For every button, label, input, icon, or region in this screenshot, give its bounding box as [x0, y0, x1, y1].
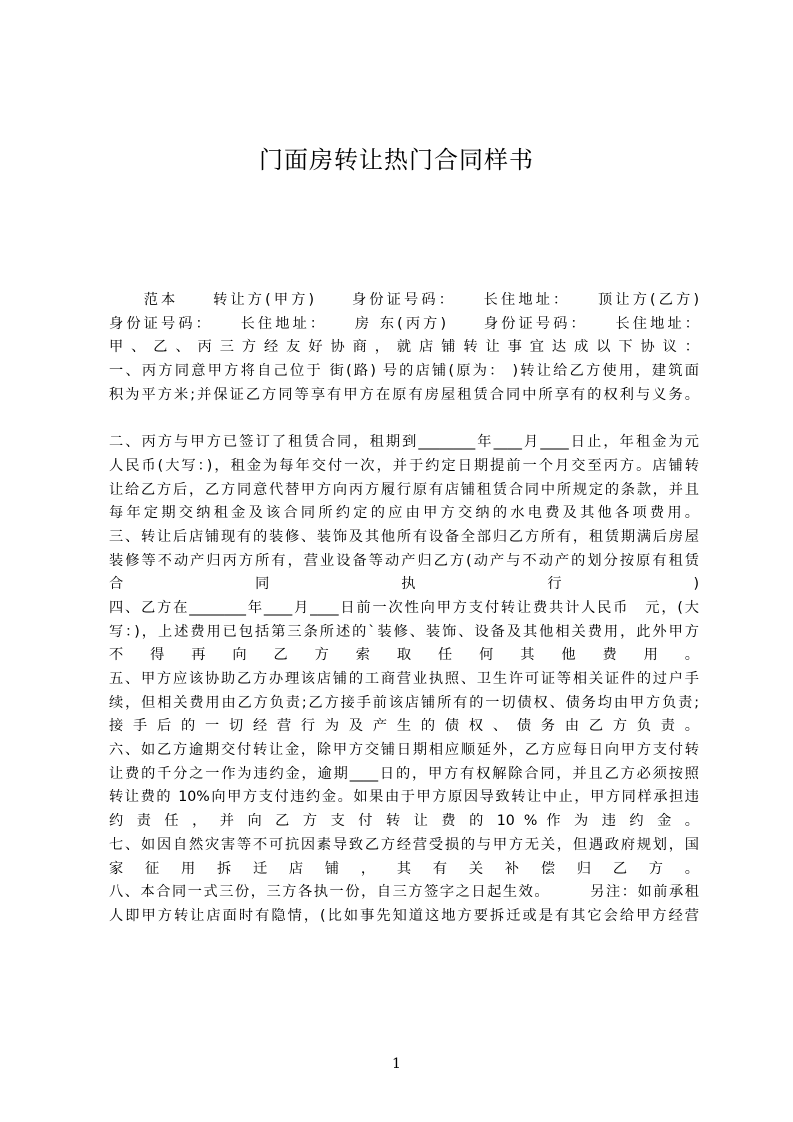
text-line: 二、丙方与甲方已签订了租赁合同，租期到________年____月____日止，年租金为元 — [109, 434, 699, 451]
page-number: 1 — [392, 1056, 401, 1072]
text-line: 一、丙方同意甲方将自己位于 街(路) 号的店铺(原为： )转让给乙方使用，建筑面 — [109, 363, 699, 380]
text-line: 家 征 用 拆 迁 店 铺 ， 其 有 关 补 偿 归 乙 方 。 — [109, 860, 699, 877]
text-line: 写：)，上述费用已包括第三条所述的`装修、装饰、设备及其他相关费用，此外甲方 — [109, 623, 699, 640]
text-line: 六、如乙方逾期交付转让金，除甲方交铺日期相应顺延外，乙方应每日向甲方支付转 — [109, 742, 699, 759]
text-line: 五、甲方应该协助乙方办理该店铺的工商营业执照、卫生许可证等相关证件的过户手 — [109, 671, 699, 687]
text-line: 续，但相关费用由乙方负责;乙方接手前该店铺所有的一切债权、债务均由甲方负责; — [109, 694, 699, 711]
text-line: 人即甲方转让店面时有隐情，(比如事先知道这地方要拆迁或是有其它会给甲方经营 — [109, 907, 699, 924]
text-line: 合 同 执 行 ) — [109, 576, 699, 593]
text-line: 人民币(大写：)，租金为每年交付一次，并于约定日期提前一个月交至丙方。店铺转 — [109, 457, 699, 474]
text-line: 积为平方米;并保证乙方同等享有甲方在原有房屋租赁合同中所享有的权利与义务。 — [109, 386, 699, 403]
text-line: 让费的千分之一作为违约金，逾期____日的，甲方有权解除合同，并且乙方必须按照 — [109, 765, 699, 782]
text-line: 每年定期交纳租金及该合同所约定的应由甲方交纳的水电费及其他各项费用。 — [109, 505, 699, 522]
text-line: 转让费的 10%向甲方支付违约金。如果由于甲方原因导致转让中止，甲方同样承担违 — [109, 789, 699, 806]
text-line: 八、本合同一式三份，三方各执一份，自三方签字之日起生效。 另注：如前承租 — [109, 884, 699, 901]
text-line: 不 得 再 向 乙 方 索 取 任 何 其 他 费 用 。 — [109, 647, 699, 664]
text-line: 甲 、 乙 、 丙 三 方 经 友 好 协 商 ， 就 店 铺 转 让 事 宜 达 成 以 下 协 议 ： — [109, 339, 699, 356]
text-line: 三、转让后店铺现有的装修、装饰及其他所有设备全部归乙方所有，租赁期满后房屋 — [109, 528, 699, 545]
text-line: 接 手 后 的 一 切 经 营 行 为 及 产 生 的 债 权 、 债 务 由 乙 方 负 责 。 — [109, 718, 699, 735]
text-line: 约 责 任 ， 并 向 乙 方 支 付 转 让 费 的 10 % 作 为 违 约 金 。 — [109, 813, 699, 830]
paragraph-gap — [109, 407, 699, 431]
text-line: 装修等不动产归丙方所有，营业设备等动产归乙方(动产与不动产的划分按原有租赁 — [109, 552, 699, 569]
text-line: 七、如因自然灾害等不可抗因素导致乙方经营受损的与甲方无关，但遇政府规划，国 — [109, 836, 699, 853]
text-line: 范本 转让方(甲方) 身份证号码： 长住地址： 顶让方(乙方) — [109, 292, 699, 308]
contract-body — [109, 289, 699, 929]
text-line: 让给乙方后，乙方同意代替甲方向丙方履行原有店铺租赁合同中所规定的条款，并且 — [109, 481, 699, 498]
text-line: 四、乙方在________年____月____日前一次性向甲方支付转让费共计人民币 元，(大 — [109, 599, 699, 616]
text-line: 身份证号码： 长住地址： 房 东(丙方) 身份证号码： 长住地址： — [109, 315, 699, 332]
document-title: 门面房转让热门合同样书 — [259, 146, 534, 174]
